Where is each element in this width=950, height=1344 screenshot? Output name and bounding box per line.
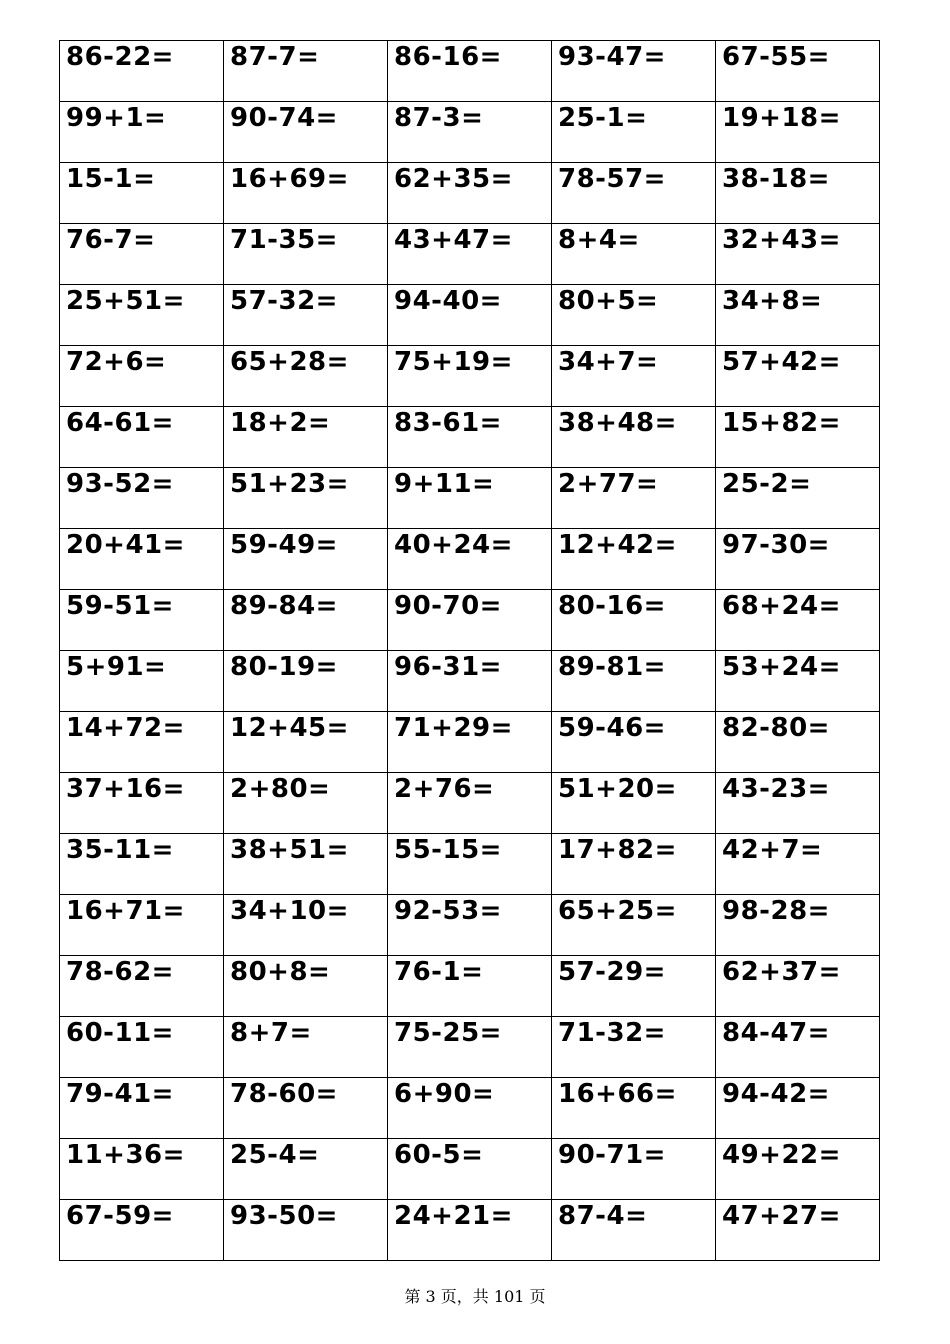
problem-text: 43+47=	[394, 225, 513, 255]
table-row	[60, 1017, 880, 1078]
problem-text: 59-49=	[230, 530, 338, 560]
problem-cell	[60, 407, 224, 468]
problem-cell	[388, 773, 552, 834]
problem-cell	[224, 1200, 388, 1261]
problem-text: 9+11=	[394, 469, 495, 499]
problem-cell	[388, 102, 552, 163]
problem-text: 90-70=	[394, 591, 502, 621]
problem-cell	[224, 529, 388, 590]
problem-cell	[716, 956, 880, 1017]
problem-cell	[716, 1078, 880, 1139]
problem-cell	[224, 224, 388, 285]
problem-text: 94-42=	[722, 1079, 830, 1109]
problem-text: 8+4=	[558, 225, 640, 255]
problem-text: 40+24=	[394, 530, 513, 560]
problem-text: 86-16=	[394, 42, 502, 72]
problem-cell	[716, 41, 880, 102]
problem-text: 2+80=	[230, 774, 331, 804]
problem-cell	[552, 1139, 716, 1200]
problem-text: 15+82=	[722, 408, 841, 438]
problem-cell	[716, 773, 880, 834]
problem-cell	[716, 407, 880, 468]
problem-cell	[224, 895, 388, 956]
problem-cell	[60, 1200, 224, 1261]
problem-cell	[552, 346, 716, 407]
problem-text: 5+91=	[66, 652, 167, 682]
problem-text: 16+71=	[66, 896, 185, 926]
problem-cell	[552, 895, 716, 956]
problem-text: 32+43=	[722, 225, 841, 255]
problem-text: 65+25=	[558, 896, 677, 926]
problem-text: 25-1=	[558, 103, 648, 133]
problem-cell	[224, 1017, 388, 1078]
problem-text: 86-22=	[66, 42, 174, 72]
problem-cell	[552, 102, 716, 163]
problem-cell	[388, 407, 552, 468]
table-row	[60, 834, 880, 895]
problem-text: 59-46=	[558, 713, 666, 743]
problem-text: 84-47=	[722, 1018, 830, 1048]
problem-cell	[224, 712, 388, 773]
problem-cell	[60, 41, 224, 102]
problem-text: 24+21=	[394, 1201, 513, 1231]
table-row	[60, 407, 880, 468]
worksheet-body	[60, 41, 880, 1261]
problem-cell	[224, 773, 388, 834]
table-row	[60, 346, 880, 407]
problem-text: 64-61=	[66, 408, 174, 438]
problem-cell	[388, 224, 552, 285]
table-row	[60, 895, 880, 956]
problem-cell	[224, 651, 388, 712]
problem-cell	[388, 834, 552, 895]
problem-cell	[224, 163, 388, 224]
table-row	[60, 102, 880, 163]
problem-text: 12+42=	[558, 530, 677, 560]
problem-cell	[552, 651, 716, 712]
problem-cell	[552, 224, 716, 285]
problem-text: 72+6=	[66, 347, 167, 377]
table-row	[60, 1200, 880, 1261]
problem-text: 38-18=	[722, 164, 830, 194]
problem-text: 62+37=	[722, 957, 841, 987]
problem-cell	[552, 956, 716, 1017]
problem-cell	[388, 1139, 552, 1200]
problem-cell	[716, 224, 880, 285]
problem-cell	[552, 1017, 716, 1078]
table-row	[60, 712, 880, 773]
problem-text: 18+2=	[230, 408, 331, 438]
problem-cell	[388, 285, 552, 346]
problem-text: 65+28=	[230, 347, 349, 377]
problem-text: 16+66=	[558, 1079, 677, 1109]
problem-cell	[60, 773, 224, 834]
problem-cell	[60, 651, 224, 712]
problem-text: 97-30=	[722, 530, 830, 560]
problem-cell	[716, 529, 880, 590]
problem-cell	[224, 590, 388, 651]
problem-cell	[388, 163, 552, 224]
problem-text: 71-32=	[558, 1018, 666, 1048]
problem-cell	[388, 590, 552, 651]
problem-text: 57-32=	[230, 286, 338, 316]
problem-text: 76-1=	[394, 957, 484, 987]
problem-text: 55-15=	[394, 835, 502, 865]
problem-cell	[388, 1017, 552, 1078]
problem-text: 2+77=	[558, 469, 659, 499]
problem-cell	[60, 102, 224, 163]
problem-text: 38+48=	[558, 408, 677, 438]
problem-text: 25+51=	[66, 286, 185, 316]
problem-cell	[716, 346, 880, 407]
table-row	[60, 651, 880, 712]
problem-cell	[60, 285, 224, 346]
problem-text: 93-47=	[558, 42, 666, 72]
problem-cell	[716, 285, 880, 346]
problem-cell	[388, 895, 552, 956]
problem-cell	[60, 1078, 224, 1139]
problem-cell	[552, 163, 716, 224]
problem-text: 51+23=	[230, 469, 349, 499]
problem-text: 6+90=	[394, 1079, 495, 1109]
problem-text: 20+41=	[66, 530, 185, 560]
problem-text: 60-11=	[66, 1018, 174, 1048]
problem-cell	[716, 1017, 880, 1078]
problem-cell	[388, 1200, 552, 1261]
table-row	[60, 163, 880, 224]
problem-cell	[388, 1078, 552, 1139]
problem-text: 38+51=	[230, 835, 349, 865]
problem-cell	[716, 590, 880, 651]
problem-text: 15-1=	[66, 164, 156, 194]
problem-text: 57+42=	[722, 347, 841, 377]
problem-cell	[552, 773, 716, 834]
problem-cell	[224, 102, 388, 163]
problem-text: 80-16=	[558, 591, 666, 621]
problem-cell	[388, 41, 552, 102]
problem-text: 62+35=	[394, 164, 513, 194]
problem-text: 68+24=	[722, 591, 841, 621]
problem-text: 17+82=	[558, 835, 677, 865]
problem-text: 83-61=	[394, 408, 502, 438]
problem-cell	[60, 346, 224, 407]
problem-cell	[60, 895, 224, 956]
problem-text: 89-84=	[230, 591, 338, 621]
table-row	[60, 1078, 880, 1139]
problem-cell	[224, 1078, 388, 1139]
arithmetic-worksheet-table	[59, 40, 880, 1261]
problem-text: 80+8=	[230, 957, 331, 987]
table-row	[60, 285, 880, 346]
problem-text: 57-29=	[558, 957, 666, 987]
problem-text: 79-41=	[66, 1079, 174, 1109]
problem-cell	[224, 407, 388, 468]
problem-cell	[60, 1017, 224, 1078]
problem-cell	[224, 834, 388, 895]
table-row	[60, 468, 880, 529]
problem-cell	[60, 529, 224, 590]
problem-text: 11+36=	[66, 1140, 185, 1170]
problem-text: 12+45=	[230, 713, 349, 743]
problem-text: 16+69=	[230, 164, 349, 194]
problem-text: 60-5=	[394, 1140, 484, 1170]
table-row	[60, 41, 880, 102]
problem-text: 67-55=	[722, 42, 830, 72]
problem-text: 80-19=	[230, 652, 338, 682]
problem-text: 25-2=	[722, 469, 812, 499]
problem-text: 94-40=	[394, 286, 502, 316]
problem-text: 25-4=	[230, 1140, 320, 1170]
problem-text: 90-71=	[558, 1140, 666, 1170]
problem-text: 2+76=	[394, 774, 495, 804]
problem-text: 59-51=	[66, 591, 174, 621]
problem-text: 96-31=	[394, 652, 502, 682]
table-row	[60, 224, 880, 285]
problem-cell	[388, 468, 552, 529]
problem-cell	[224, 346, 388, 407]
problem-text: 78-60=	[230, 1079, 338, 1109]
page-footer: 第 3 页，共 101 页	[404, 1287, 546, 1306]
problem-cell	[552, 834, 716, 895]
problem-cell	[716, 163, 880, 224]
problem-text: 80+5=	[558, 286, 659, 316]
problem-text: 76-7=	[66, 225, 156, 255]
problem-text: 19+18=	[722, 103, 841, 133]
problem-text: 49+22=	[722, 1140, 841, 1170]
problem-cell	[224, 956, 388, 1017]
problem-cell	[716, 651, 880, 712]
problem-cell	[388, 712, 552, 773]
problem-text: 82-80=	[722, 713, 830, 743]
problem-text: 51+20=	[558, 774, 677, 804]
problem-cell	[60, 163, 224, 224]
problem-cell	[716, 1200, 880, 1261]
problem-text: 90-74=	[230, 103, 338, 133]
problem-text: 53+24=	[722, 652, 841, 682]
problem-cell	[224, 468, 388, 529]
table-row	[60, 956, 880, 1017]
problem-text: 71+29=	[394, 713, 513, 743]
problem-text: 75-25=	[394, 1018, 502, 1048]
problem-cell	[552, 1078, 716, 1139]
problem-text: 47+27=	[722, 1201, 841, 1231]
problem-cell	[224, 41, 388, 102]
problem-cell	[60, 834, 224, 895]
table-row	[60, 529, 880, 590]
problem-cell	[60, 712, 224, 773]
problem-cell	[716, 895, 880, 956]
problem-text: 37+16=	[66, 774, 185, 804]
problem-cell	[716, 834, 880, 895]
problem-cell	[224, 1139, 388, 1200]
problem-cell	[716, 1139, 880, 1200]
problem-cell	[60, 956, 224, 1017]
table-row	[60, 773, 880, 834]
problem-cell	[60, 468, 224, 529]
problem-cell	[716, 102, 880, 163]
table-row	[60, 590, 880, 651]
problem-text: 93-52=	[66, 469, 174, 499]
problem-text: 89-81=	[558, 652, 666, 682]
problem-cell	[552, 1200, 716, 1261]
problem-text: 87-3=	[394, 103, 484, 133]
problem-text: 87-7=	[230, 42, 320, 72]
problem-text: 78-57=	[558, 164, 666, 194]
problem-text: 14+72=	[66, 713, 185, 743]
problem-text: 99+1=	[66, 103, 167, 133]
problem-text: 78-62=	[66, 957, 174, 987]
problem-cell	[552, 407, 716, 468]
problem-text: 93-50=	[230, 1201, 338, 1231]
problem-cell	[224, 285, 388, 346]
problem-cell	[60, 224, 224, 285]
problem-text: 35-11=	[66, 835, 174, 865]
problem-text: 42+7=	[722, 835, 823, 865]
problem-cell	[60, 1139, 224, 1200]
problem-cell	[716, 712, 880, 773]
problem-cell	[552, 590, 716, 651]
problem-cell	[388, 956, 552, 1017]
problem-text: 87-4=	[558, 1201, 648, 1231]
problem-text: 8+7=	[230, 1018, 312, 1048]
problem-text: 98-28=	[722, 896, 830, 926]
problem-text: 34+8=	[722, 286, 823, 316]
problem-cell	[552, 529, 716, 590]
problem-text: 34+7=	[558, 347, 659, 377]
problem-cell	[552, 41, 716, 102]
problem-text: 34+10=	[230, 896, 349, 926]
problem-cell	[388, 529, 552, 590]
problem-cell	[716, 468, 880, 529]
table-row	[60, 1139, 880, 1200]
problem-text: 75+19=	[394, 347, 513, 377]
problem-cell	[388, 651, 552, 712]
problem-cell	[552, 285, 716, 346]
problem-cell	[60, 590, 224, 651]
problem-text: 67-59=	[66, 1201, 174, 1231]
problem-cell	[388, 346, 552, 407]
problem-text: 92-53=	[394, 896, 502, 926]
problem-text: 43-23=	[722, 774, 830, 804]
problem-cell	[552, 712, 716, 773]
problem-cell	[552, 468, 716, 529]
problem-text: 71-35=	[230, 225, 338, 255]
